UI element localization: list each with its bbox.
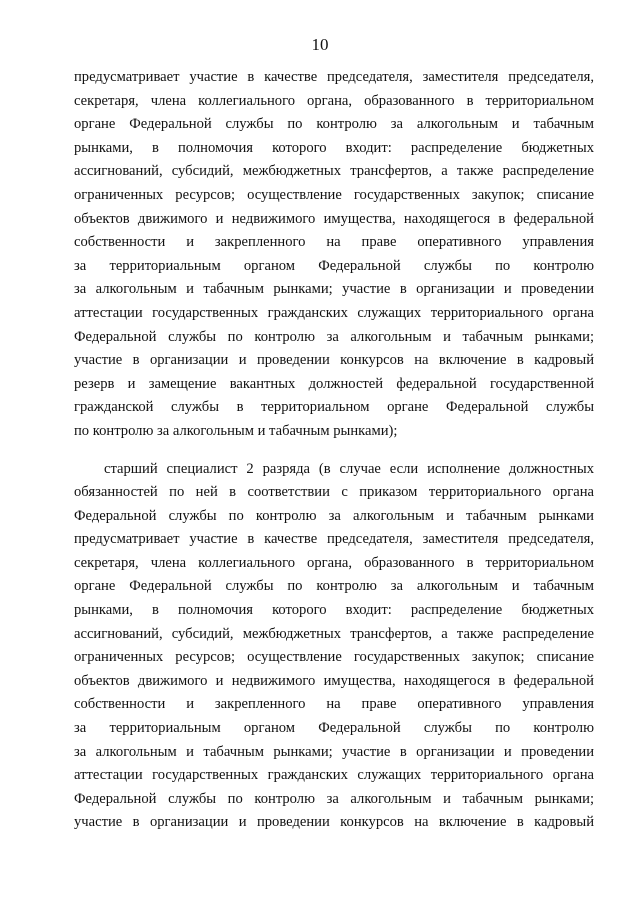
- paragraph-line: рынками, в полномочия которого входит: распределение бюджетных: [74, 602, 594, 619]
- paragraph-line: собственности и закрепленного на праве оперативного управления: [74, 696, 594, 713]
- paragraph-line: предусматривает участие в качестве председателя, заместителя председателя,: [74, 69, 594, 85]
- paragraph-spacer: [74, 444, 594, 458]
- paragraph-1: [74, 66, 594, 444]
- page-number: 10: [311, 35, 329, 54]
- paragraph-line: рынками, в полномочия которого входит: распределение бюджетных: [74, 139, 594, 156]
- paragraph-line: предусматривает участие в качестве председателя, заместителя председателя,: [74, 531, 594, 548]
- paragraph-line: ограниченных ресурсов; осуществление государственных закупок; списание: [74, 186, 594, 203]
- paragraph-line: аттестации государственных гражданских служащих территориального органа: [74, 304, 594, 321]
- paragraph-line: за алкогольным и табачным рынками; участие в организации и проведении: [74, 743, 594, 760]
- paragraph-line: участие в организации и проведении конкурсов на включение в кадровый: [74, 352, 594, 369]
- paragraph-line: участие в организации и проведении конкурсов на включение в кадровый: [74, 814, 594, 831]
- paragraph-line: секретаря, члена коллегиального органа, образованного в территориальном: [74, 554, 594, 571]
- paragraph-line: по контролю за алкогольным и табачным рынками);: [74, 422, 398, 439]
- paragraph-line: за территориальным органом Федеральной службы по контролю: [74, 720, 594, 737]
- paragraph-line: Федеральной службы по контролю за алкогольным и табачным рынками: [74, 507, 594, 524]
- paragraph-line: резерв и замещение вакантных должностей федеральной государственной: [74, 375, 594, 392]
- paragraph-line: ассигнований, субсидий, межбюджетных трансфертов, а также распределение: [74, 625, 594, 642]
- paragraph-line: за территориальным органом Федеральной службы по контролю: [74, 257, 594, 274]
- paragraph-line: старший специалист 2 разряда (в случае если исполнение должностных: [104, 460, 594, 477]
- paragraph-line: собственности и закрепленного на праве оперативного управления: [74, 234, 594, 251]
- paragraph-line: объектов движимого и недвижимого имущества, находящегося в федеральной: [74, 210, 594, 227]
- paragraph-line: аттестации государственных гражданских служащих территориального органа: [74, 767, 594, 784]
- paragraph-line: Федеральной службы по контролю за алкогольным и табачным рынками;: [74, 790, 594, 807]
- paragraph-line: объектов движимого и недвижимого имущества, находящегося в федеральной: [74, 672, 594, 689]
- paragraph-line: ассигнований, субсидий, межбюджетных трансфертов, а также распределение: [74, 163, 594, 180]
- paragraph-line: ограниченных ресурсов; осуществление государственных закупок; списание: [74, 649, 594, 666]
- paragraph-line: органе Федеральной службы по контролю за алкогольным и табачным: [74, 578, 594, 595]
- paragraph-line: гражданской службы в территориальном органе Федеральной службы: [74, 399, 594, 416]
- paragraph-line: обязанностей по ней в соответствии с приказом территориального органа: [74, 484, 594, 501]
- paragraph-line: секретаря, члена коллегиального органа, образованного в территориальном: [74, 92, 594, 109]
- paragraph-line: Федеральной службы по контролю за алкогольным и табачным рынками;: [74, 328, 594, 345]
- document-body: [74, 66, 594, 835]
- paragraph-line: за алкогольным и табачным рынками; участие в организации и проведении: [74, 281, 594, 298]
- paragraph-2: [74, 458, 594, 836]
- paragraph-line: органе Федеральной службы по контролю за алкогольным и табачным: [74, 116, 594, 133]
